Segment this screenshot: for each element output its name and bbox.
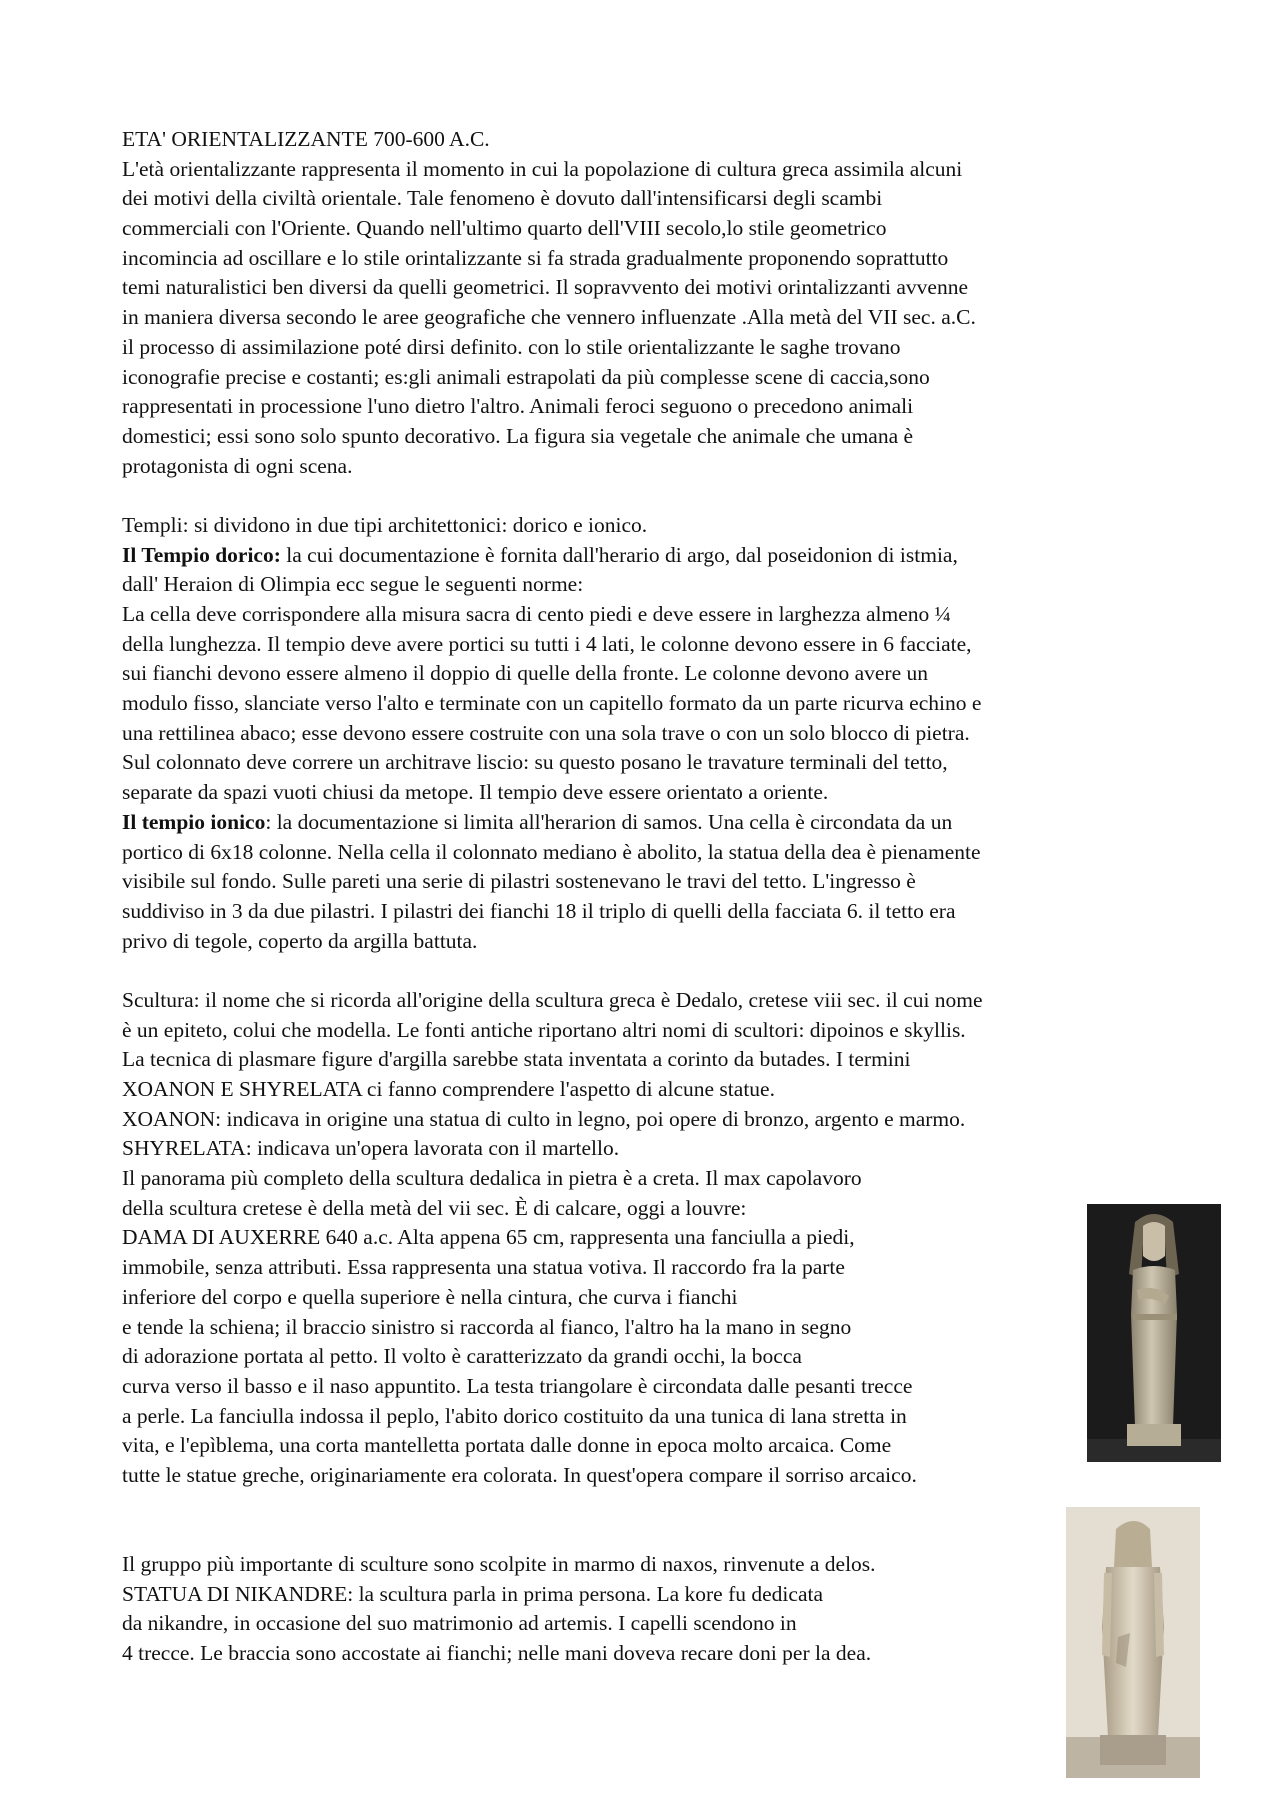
- doric-line: una rettilinea abaco; esse devono essere costruite con una sola trave o con un solo blocco di pietra.: [122, 720, 970, 745]
- ionic-line: visibile sul fondo. Sulle pareti una serie di pilastri sostenevano le travi del tetto. L'ingresso è: [122, 869, 916, 894]
- ionic-line: portico di 6x18 colonne. Nella cella il colonnato mediano è abolito, la statua della dea è pienamente: [122, 839, 981, 864]
- sculpture-line: vita, e l'epìblema, una corta mantelletta portata dalle donne in epoca molto arcaica. Come: [122, 1433, 892, 1458]
- statua-di-nikandre-photo: [1066, 1507, 1200, 1778]
- sculpture-line: XOANON: indicava in origine una statua di culto in legno, poi opere di bronzo, argento e marmo.: [122, 1106, 966, 1131]
- sculpture-line: La tecnica di plasmare figure d'argilla sarebbe stata inventata a corinto da butades. I termini: [122, 1047, 911, 1072]
- intro-line: dei motivi della civiltà orientale. Tale fenomeno è dovuto dall'intensificarsi degli scambi: [122, 186, 883, 211]
- sculpture-line: DAMA DI AUXERRE 640 a.c. Alta appena 65 cm, rappresenta una fanciulla a piedi,: [122, 1225, 855, 1250]
- document-body: [122, 125, 1182, 1669]
- sculpture-line: inferiore del corpo e quella superiore è nella cintura, che curva i fianchi: [122, 1284, 738, 1309]
- intro-line: protagonista di ogni scena.: [122, 453, 353, 478]
- statue-illustration: [1087, 1204, 1221, 1462]
- naxos-line: da nikandre, in occasione del suo matrimonio ad artemis. I capelli scendono in: [122, 1611, 797, 1636]
- doric-first-line: [122, 541, 1182, 571]
- sculpture-line: della scultura cretese è della metà del vii sec. È di calcare, oggi a louvre:: [122, 1195, 747, 1220]
- temples-intro: Templi: si dividono in due tipi architettonici: dorico e ionico.: [122, 512, 648, 537]
- sculpture-line: Il panorama più completo della scultura dedalica in pietra è a creta. Il max capolavoro: [122, 1166, 862, 1191]
- statue-illustration: [1066, 1507, 1200, 1778]
- sculpture-line: di adorazione portata al petto. Il volto è caratterizzato da grandi occhi, la bocca: [122, 1344, 802, 1369]
- doric-line: della lunghezza. Il tempio deve avere portici su tutti i 4 lati, le colonne devono essere in 6 facciate,: [122, 631, 972, 656]
- ionic-line: privo di tegole, coperto da argilla battuta.: [122, 928, 478, 953]
- sculpture-line: XOANON E SHYRELATA ci fanno comprendere l'aspetto di alcune statue.: [122, 1077, 775, 1101]
- paragraph-spacer: [122, 1520, 1182, 1550]
- intro-line: L'età orientalizzante rappresenta il momento in cui la popolazione di cultura greca assimila alcuni: [122, 156, 963, 181]
- intro-line: domestici; essi sono solo spunto decorativo. La figura sia vegetale che animale che umana è: [122, 423, 914, 448]
- doric-line: dall' Heraion di Olimpia ecc segue le seguenti norme:: [122, 572, 584, 597]
- sculpture-line: a perle. La fanciulla indossa il peplo, l'abito dorico costituito da una tunica di lana stretta in: [122, 1403, 907, 1428]
- doric-first-text: la cui documentazione è fornita dall'herario di argo, dal poseidonion di istmia,: [280, 542, 958, 567]
- sculpture-line: immobile, senza attributi. Essa rappresenta una statua votiva. Il raccordo fra la parte: [122, 1255, 845, 1280]
- doric-line: modulo fisso, slanciate verso l'alto e terminate con un capitello formato da un parte ricurva echino e: [122, 691, 982, 716]
- naxos-line: STATUA DI NIKANDRE: la scultura parla in prima persona. La kore fu dedicata: [122, 1581, 823, 1606]
- intro-line: temi naturalistici ben diversi da quelli geometrici. Il sopravvento dei motivi orintalizzanti avvenne: [122, 275, 969, 300]
- paragraph-spacer: [122, 481, 1182, 511]
- sculpture-line: curva verso il basso e il naso appuntito. La testa triangolare è circondata dalle pesanti trecce: [122, 1373, 913, 1398]
- ionic-line: suddiviso in 3 da due pilastri. I pilastri dei fianchi 18 il triplo di quelli della facciata 6. il tetto era: [122, 898, 956, 923]
- dama-di-auxerre-photo: [1087, 1204, 1221, 1462]
- intro-line: iconografie precise e costanti; es:gli animali estrapolati da più complesse scene di caccia,sono: [122, 364, 930, 389]
- naxos-line: 4 trecce. Le braccia sono accostate ai fianchi; nelle mani doveva recare doni per la dea.: [122, 1641, 872, 1666]
- intro-line: in maniera diversa secondo le aree geografiche che vennero influenzate .Alla metà del VII sec. a.C.: [122, 305, 976, 330]
- doric-line: separate da spazi vuoti chiusi da metope. Il tempio deve essere orientato a oriente.: [122, 780, 829, 805]
- ionic-first-text: : la documentazione si limita all'herarion di samos. Una cella è circondata da un: [265, 809, 953, 834]
- document-title: ETA' ORIENTALIZZANTE 700-600 A.C.: [122, 127, 490, 151]
- intro-line: commerciali con l'Oriente. Quando nell'ultimo quarto dell'VIII secolo,lo stile geometrico: [122, 216, 887, 241]
- intro-line: incomincia ad oscillare e lo stile orintalizzante si fa strada gradualmente proponendo soprattutto: [122, 245, 949, 270]
- doric-line: Sul colonnato deve correre un architrave liscio: su questo posano le travature terminali del tetto,: [122, 750, 948, 775]
- sculpture-line: è un epiteto, colui che modella. Le fonti antiche riportano altri nomi di scultori: dipoinos e skyllis.: [122, 1017, 966, 1042]
- ionic-heading: Il tempio ionico: [122, 809, 266, 834]
- doric-line: sui fianchi devono essere almeno il doppio di quelle della fronte. Le colonne devono avere un: [122, 661, 928, 686]
- intro-line: il processo di assimilazione poté dirsi definito. con lo stile orientalizzante le saghe trovano: [122, 334, 901, 359]
- sculpture-line: Scultura: il nome che si ricorda all'origine della scultura greca è Dedalo, cretese viii sec. il cui nome: [122, 987, 983, 1012]
- sculpture-line: SHYRELATA: indicava un'opera lavorata con il martello.: [122, 1136, 620, 1161]
- doric-heading: Il Tempio dorico:: [122, 542, 281, 567]
- paragraph-spacer: [122, 1491, 1182, 1521]
- intro-line: rappresentati in processione l'uno dietro l'altro. Animali feroci seguono o precedono animali: [122, 394, 914, 419]
- sculpture-line: tutte le statue greche, originariamente era colorata. In quest'opera compare il sorriso arcaico.: [122, 1462, 917, 1487]
- paragraph-spacer: [122, 956, 1182, 986]
- sculpture-line: e tende la schiena; il braccio sinistro si raccorda al fianco, l'altro ha la mano in segno: [122, 1314, 852, 1339]
- doric-line: La cella deve corrispondere alla misura sacra di cento piedi e deve essere in larghezza almeno ¼: [122, 602, 951, 626]
- ionic-first-line: [122, 808, 1182, 838]
- naxos-line: Il gruppo più importante di sculture sono scolpite in marmo di naxos, rinvenute a delos.: [122, 1552, 876, 1576]
